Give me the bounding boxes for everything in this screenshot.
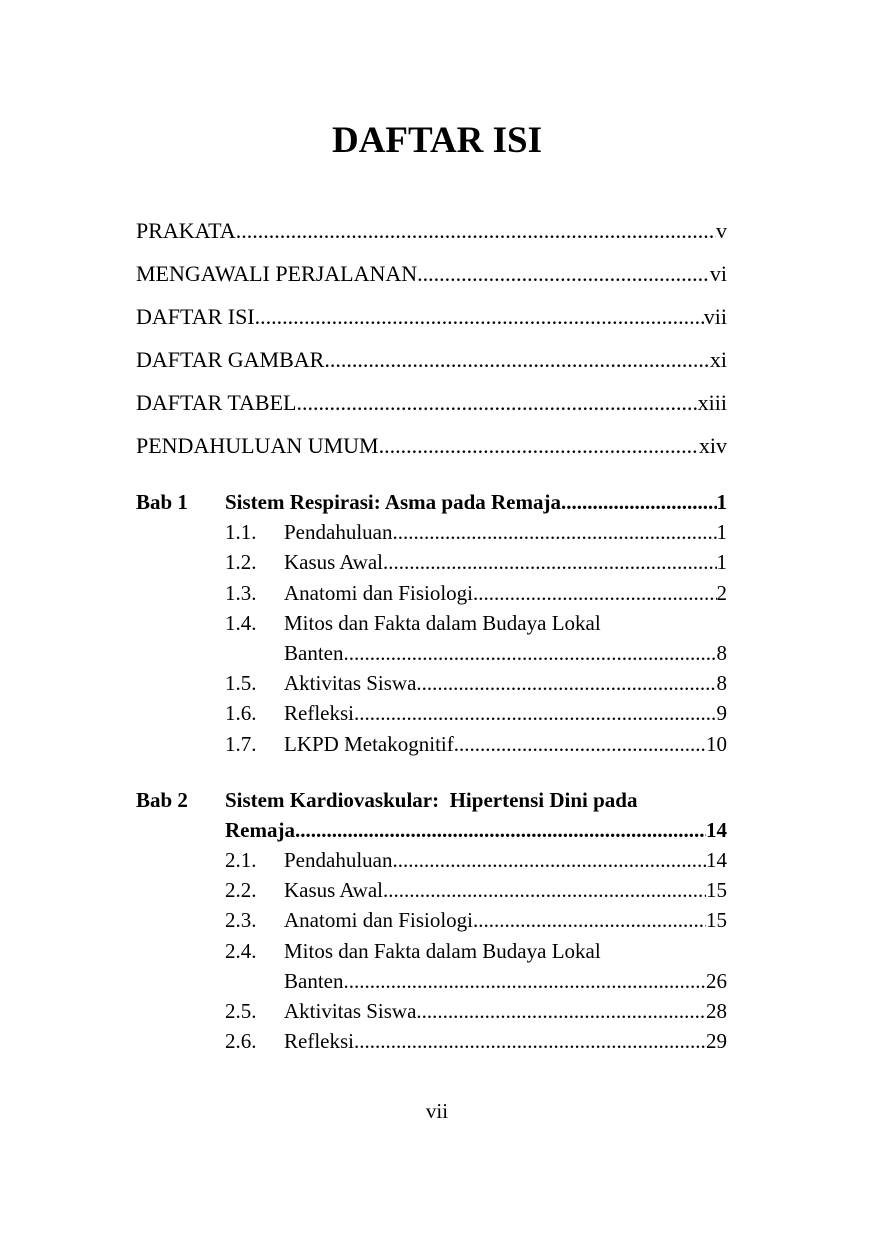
section-title: Kasus Awal xyxy=(284,878,383,902)
dot-leader xyxy=(383,875,706,905)
section-number: 2.2. xyxy=(225,878,257,902)
section-page: 2 xyxy=(716,581,727,605)
dot-leader xyxy=(236,216,716,246)
toc-entry-daftar-isi xyxy=(136,302,727,332)
toc-section-entry xyxy=(284,1026,727,1056)
section-number: 1.5. xyxy=(225,671,257,695)
section-page: 29 xyxy=(706,1029,727,1053)
page-title: DAFTAR ISI xyxy=(331,120,543,161)
toc-section-entry xyxy=(284,845,727,875)
toc-entry-page: v xyxy=(716,218,727,243)
section-page: 26 xyxy=(706,969,727,993)
section-number: 1.7. xyxy=(225,732,257,756)
chapter-title-continued: Remaja xyxy=(225,818,295,842)
section-number: 1.3. xyxy=(225,581,257,605)
section-number: 1.6. xyxy=(225,701,257,725)
page-number: vii xyxy=(425,1099,449,1123)
chapter-title: Sistem Respirasi: Asma pada Remaja xyxy=(225,490,561,514)
toc-entry-page: xiii xyxy=(697,390,727,415)
dot-leader xyxy=(417,259,710,289)
toc-section-entry xyxy=(284,517,727,547)
dot-leader xyxy=(416,996,706,1026)
section-page: 15 xyxy=(706,908,727,932)
toc-entry-label: PENDAHULUAN UMUM xyxy=(136,433,379,458)
section-number: 2.6. xyxy=(225,1029,257,1053)
toc-entry-page: vii xyxy=(703,304,727,329)
dot-leader xyxy=(379,431,699,461)
section-page: 9 xyxy=(716,701,727,725)
dot-leader xyxy=(392,517,716,547)
dot-leader xyxy=(473,905,706,935)
dot-leader xyxy=(454,729,706,759)
section-title: Aktivitas Siswa xyxy=(284,671,417,695)
section-title: Refleksi xyxy=(284,701,354,725)
toc-section-entry xyxy=(284,875,727,905)
toc-entry-daftar-gambar xyxy=(136,345,727,375)
toc-section-entry xyxy=(284,638,727,668)
toc-section-entry xyxy=(284,547,727,577)
toc-section-entry xyxy=(284,729,727,759)
section-title-continued: Banten xyxy=(284,969,344,993)
section-number: 2.3. xyxy=(225,908,257,932)
dot-leader xyxy=(255,302,704,332)
dot-leader xyxy=(561,487,717,517)
dot-leader xyxy=(343,966,706,996)
dot-leader xyxy=(343,638,716,668)
section-page: 28 xyxy=(706,999,727,1023)
section-number: 2.5. xyxy=(225,999,257,1023)
dot-leader xyxy=(324,345,710,375)
dot-leader xyxy=(392,845,706,875)
chapter-title: Sistem Kardiovaskular: Hipertensi Dini pada xyxy=(225,788,638,812)
section-title: LKPD Metakognitif xyxy=(284,732,454,756)
section-page: 8 xyxy=(716,641,727,665)
section-title: Mitos dan Fakta dalam Budaya Lokal xyxy=(284,939,601,963)
chapter-1-label: Bab 1 xyxy=(136,490,188,514)
chapter-page: 1 xyxy=(716,490,727,514)
section-title: Kasus Awal xyxy=(284,550,383,574)
section-title: Anatomi dan Fisiologi xyxy=(284,581,473,605)
toc-entry-page: xi xyxy=(709,347,727,372)
toc-entry-page: xiv xyxy=(698,433,727,458)
section-page: 14 xyxy=(706,848,727,872)
toc-section-entry xyxy=(284,578,727,608)
chapter-2-entry xyxy=(225,815,727,845)
toc-section-entry xyxy=(284,996,727,1026)
toc-section-entry xyxy=(284,966,727,996)
toc-entry-label: DAFTAR GAMBAR xyxy=(136,347,325,372)
section-number: 1.1. xyxy=(225,520,257,544)
section-page: 10 xyxy=(706,732,727,756)
toc-section-entry xyxy=(284,905,727,935)
chapter-2-label: Bab 2 xyxy=(136,788,188,812)
toc-entry-prakata xyxy=(136,216,727,246)
section-title: Pendahuluan xyxy=(284,520,393,544)
dot-leader xyxy=(416,668,716,698)
toc-entry-daftar-tabel xyxy=(136,388,727,418)
toc-section-entry xyxy=(284,698,727,728)
toc-entry-label: PRAKATA xyxy=(136,218,236,243)
toc-entry-page: vi xyxy=(709,261,727,286)
section-number: 2.1. xyxy=(225,848,257,872)
section-title-continued: Banten xyxy=(284,641,344,665)
dot-leader xyxy=(296,388,697,418)
toc-section-entry xyxy=(284,668,727,698)
section-title: Aktivitas Siswa xyxy=(284,999,417,1023)
dot-leader xyxy=(295,815,706,845)
dot-leader xyxy=(473,578,717,608)
dot-leader xyxy=(354,698,717,728)
toc-entry-label: DAFTAR TABEL xyxy=(136,390,297,415)
section-title: Mitos dan Fakta dalam Budaya Lokal xyxy=(284,611,601,635)
section-page: 1 xyxy=(716,520,727,544)
section-page: 15 xyxy=(706,878,727,902)
section-page: 1 xyxy=(716,550,727,574)
chapter-page: 14 xyxy=(706,818,727,842)
section-page: 8 xyxy=(716,671,727,695)
dot-leader xyxy=(383,547,717,577)
section-title: Pendahuluan xyxy=(284,848,393,872)
dot-leader xyxy=(354,1026,706,1056)
chapter-1-entry xyxy=(225,487,727,517)
section-number: 1.4. xyxy=(225,611,257,635)
toc-entry-label: MENGAWALI PERJALANAN xyxy=(136,261,418,286)
section-title: Refleksi xyxy=(284,1029,354,1053)
section-number: 1.2. xyxy=(225,550,257,574)
section-number: 2.4. xyxy=(225,939,257,963)
section-title: Anatomi dan Fisiologi xyxy=(284,908,473,932)
toc-entry-pendahuluan-umum xyxy=(136,431,727,461)
toc-entry-mengawali-perjalanan xyxy=(136,259,727,289)
toc-entry-label: DAFTAR ISI xyxy=(136,304,255,329)
